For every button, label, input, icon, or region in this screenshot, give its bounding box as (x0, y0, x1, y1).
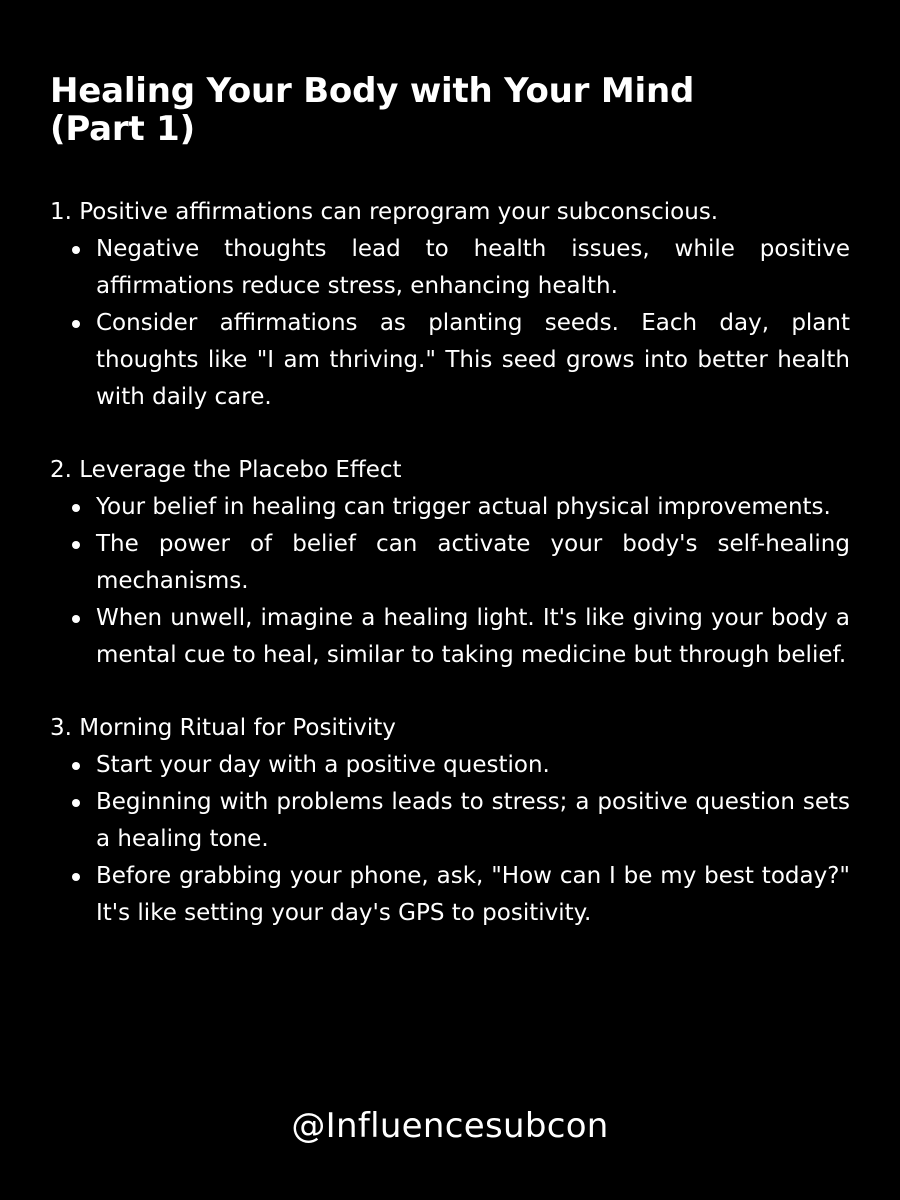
bullet-dot-icon (72, 320, 80, 328)
bullet-dot-icon (72, 762, 80, 770)
list-item-text: Negative thoughts lead to health issues, while positive affirmations reduce stress, enhancing health. (96, 236, 850, 300)
section-heading: 1. Positive affirmations can reprogram your subconscious. (50, 199, 719, 226)
list-item-text: Your belief in healing can trigger actual physical improvements. (96, 494, 831, 521)
list-item (96, 858, 850, 932)
section-placebo (50, 452, 850, 674)
list-item-text: Start your day with a positive question. (96, 752, 550, 779)
bullet-list (50, 489, 850, 674)
title-line-1: Healing Your Body with Your Mind (50, 71, 695, 111)
bullet-dot-icon (72, 873, 80, 881)
bullet-dot-icon (72, 246, 80, 254)
list-item-text: Beginning with problems leads to stress; a positive question sets a healing tone. (96, 789, 850, 853)
list-item (96, 231, 850, 305)
post-content (50, 72, 850, 968)
list-item (96, 489, 850, 526)
bullet-dot-icon (72, 799, 80, 807)
section-heading: 3. Morning Ritual for Positivity (50, 715, 396, 742)
title-line-2: (Part 1) (50, 109, 195, 150)
author-handle: @Influencesubcon (291, 1106, 609, 1146)
list-item (96, 305, 850, 416)
list-item (96, 526, 850, 600)
list-item-text: When unwell, imagine a healing light. It's like giving your body a mental cue to heal, similar to taking medicine but through belief. (96, 605, 850, 669)
page-title (50, 72, 850, 148)
list-item (96, 600, 850, 674)
section-affirmations (50, 194, 850, 416)
section-morning-ritual (50, 710, 850, 932)
bullet-dot-icon (72, 541, 80, 549)
bullet-list (50, 231, 850, 416)
bullet-list (50, 747, 850, 932)
list-item-text: The power of belief can activate your body's self-healing mechanisms. (96, 531, 850, 595)
bullet-dot-icon (72, 615, 80, 623)
list-item (96, 784, 850, 858)
bullet-dot-icon (72, 504, 80, 512)
list-item (96, 747, 850, 784)
list-item-text: Before grabbing your phone, ask, "How can I be my best today?" It's like setting your day's GPS to positivity. (96, 863, 850, 927)
list-item-text: Consider affirmations as planting seeds. Each day, plant thoughts like "I am thriving." This seed grows into better health with daily care. (96, 310, 850, 411)
section-heading: 2. Leverage the Placebo Effect (50, 457, 402, 484)
